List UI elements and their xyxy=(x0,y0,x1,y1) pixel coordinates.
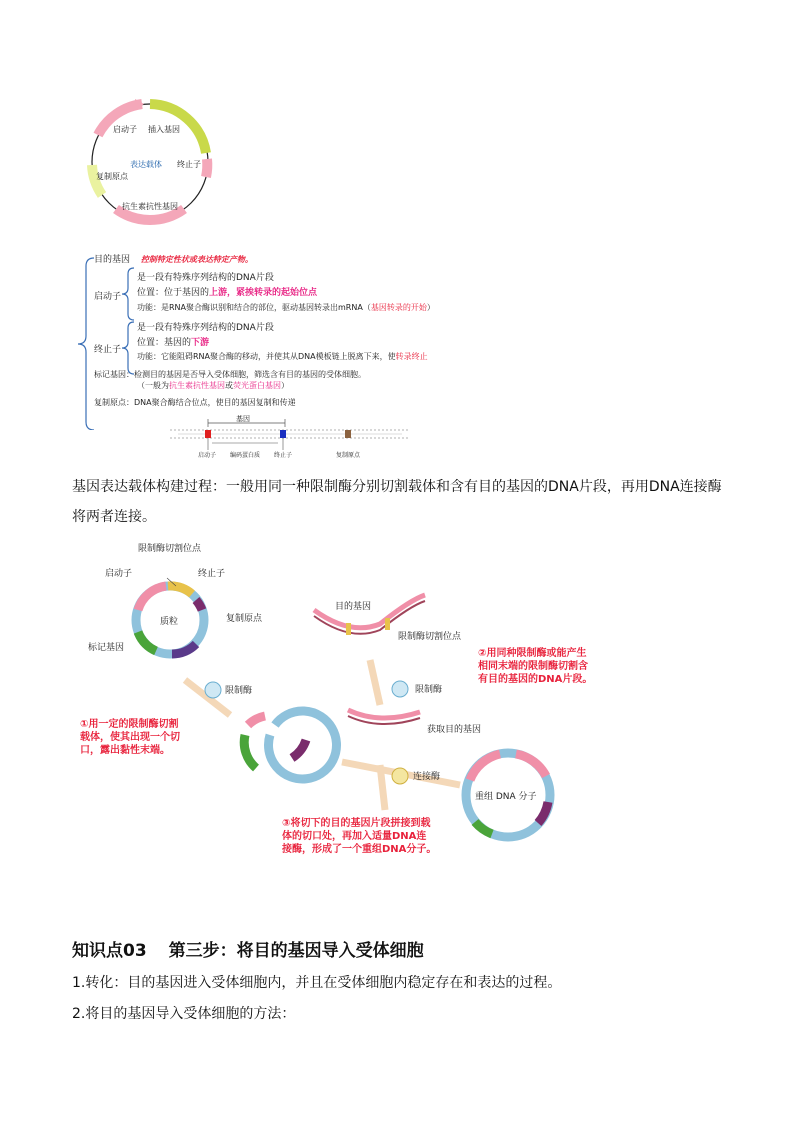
enzyme1-label: 限制酶 xyxy=(225,686,253,696)
tree-promoter-line2: 位置：位于基因的上游，紧挨转录的起始位点 xyxy=(137,288,318,298)
plasmid-label-terminator: 终止子 xyxy=(198,569,226,579)
recombinant-label: 重组 DNA 分子 xyxy=(475,792,537,802)
section-heading xyxy=(72,936,446,961)
gene-map-label-gene: 基因 xyxy=(236,415,250,423)
tree-terminator-line2: 位置：基因的下游 xyxy=(137,338,210,348)
tree-terminator-title: 终止子 xyxy=(94,345,122,355)
tree-promoter-line1: 是一段有特殊序列结构的DNA片段 xyxy=(137,273,274,283)
tree-promoter-title: 启动子 xyxy=(94,292,122,302)
tree-origin-line1: 复制原点：DNA聚合酶结合位点，使目的基因复制和传递 xyxy=(94,398,296,407)
plasmid-label-marker: 标记基因 xyxy=(88,643,125,653)
item-transformation: 1.转化：目的基因进入受体细胞内，并且在受体细胞内稳定存在和表达的过程。 xyxy=(72,975,562,991)
gene-map-label-terminator: 终止子 xyxy=(274,452,293,459)
tree-promoter-line3: 功能：是RNA聚合酶识别和结合的部位，驱动基因转录出mRNA（基因转录的开始） xyxy=(137,303,435,312)
vector-label-antibiotic: 抗生素抗性基因 xyxy=(122,202,178,211)
tree-target-gene-title: 目的基因 xyxy=(94,255,131,265)
vector-label-origin: 复制原点 xyxy=(96,172,128,181)
callout-1: ①用一定的限制酶切割 载体，使其出现一个切 口，露出黏性末端。 xyxy=(80,719,180,756)
plasmid-label-promoter: 启动子 xyxy=(105,569,133,579)
expression-vector-diagram xyxy=(80,95,220,230)
section-number: 知识点03 xyxy=(72,941,147,961)
callout-3: ③将切下的目的基因片段拼接到载 体的切口处，再加入适量DNA连 接酶，形成了一个重组DNA分子。 xyxy=(282,818,437,855)
vector-label-promoter: 启动子 xyxy=(113,125,137,134)
tree-target-gene-desc: 控制特定性状或表达特定产物。 xyxy=(140,255,253,264)
callout-2: ②用同种限制酶或能产生 相同末端的限制酶切割含 有目的基因的DNA片段。 xyxy=(478,648,593,685)
plasmid-label-cut-site: 限制酶切割位点 xyxy=(138,544,202,554)
gene-map-label-coding: 编码蛋白质 xyxy=(230,452,261,459)
obtain-gene-label: 获取目的基因 xyxy=(427,725,482,735)
paragraph-construction: 基因表达载体构建过程：一般用同一种限制酶分别切割载体和含有目的基因的DNA片段，再用DNA连接酶将两者连接。 xyxy=(72,479,722,525)
tree-terminator-line3: 功能：它能阻碍RNA聚合酶的移动，并使其从DNA模板链上脱离下来，使转录终止 xyxy=(137,352,428,361)
section-title: 第三步：将目的基因导入受体细胞 xyxy=(168,941,424,961)
tree-marker-line2: （一般为抗生素抗性基因或荧光蛋白基因） xyxy=(137,381,289,390)
ligase-label: 连接酶 xyxy=(413,772,441,782)
vector-label-terminator: 终止子 xyxy=(177,160,201,169)
tree-marker-line1: 标记基因：检测目的基因是否导入受体细胞，筛选含有目的基因的受体细胞。 xyxy=(94,370,366,379)
item-methods: 2.将目的基因导入受体细胞的方法： xyxy=(72,1006,296,1022)
plasmid-label-origin: 复制原点 xyxy=(226,614,263,624)
plasmid-label-center: 质粒 xyxy=(160,617,179,627)
vector-label-center: 表达载体 xyxy=(130,160,162,169)
cut-site2-label: 限制酶切割位点 xyxy=(398,632,462,642)
gene-map-label-origin: 复制原点 xyxy=(336,452,361,459)
vector-label-insert: 插入基因 xyxy=(148,125,180,134)
enzyme2-label: 限制酶 xyxy=(415,685,443,695)
tree-terminator-line1: 是一段有特殊序列结构的DNA片段 xyxy=(137,323,274,333)
gene-map-label-promoter: 启动子 xyxy=(198,452,217,459)
target-gene-label: 目的基因 xyxy=(335,602,372,612)
gene-map xyxy=(170,412,410,462)
